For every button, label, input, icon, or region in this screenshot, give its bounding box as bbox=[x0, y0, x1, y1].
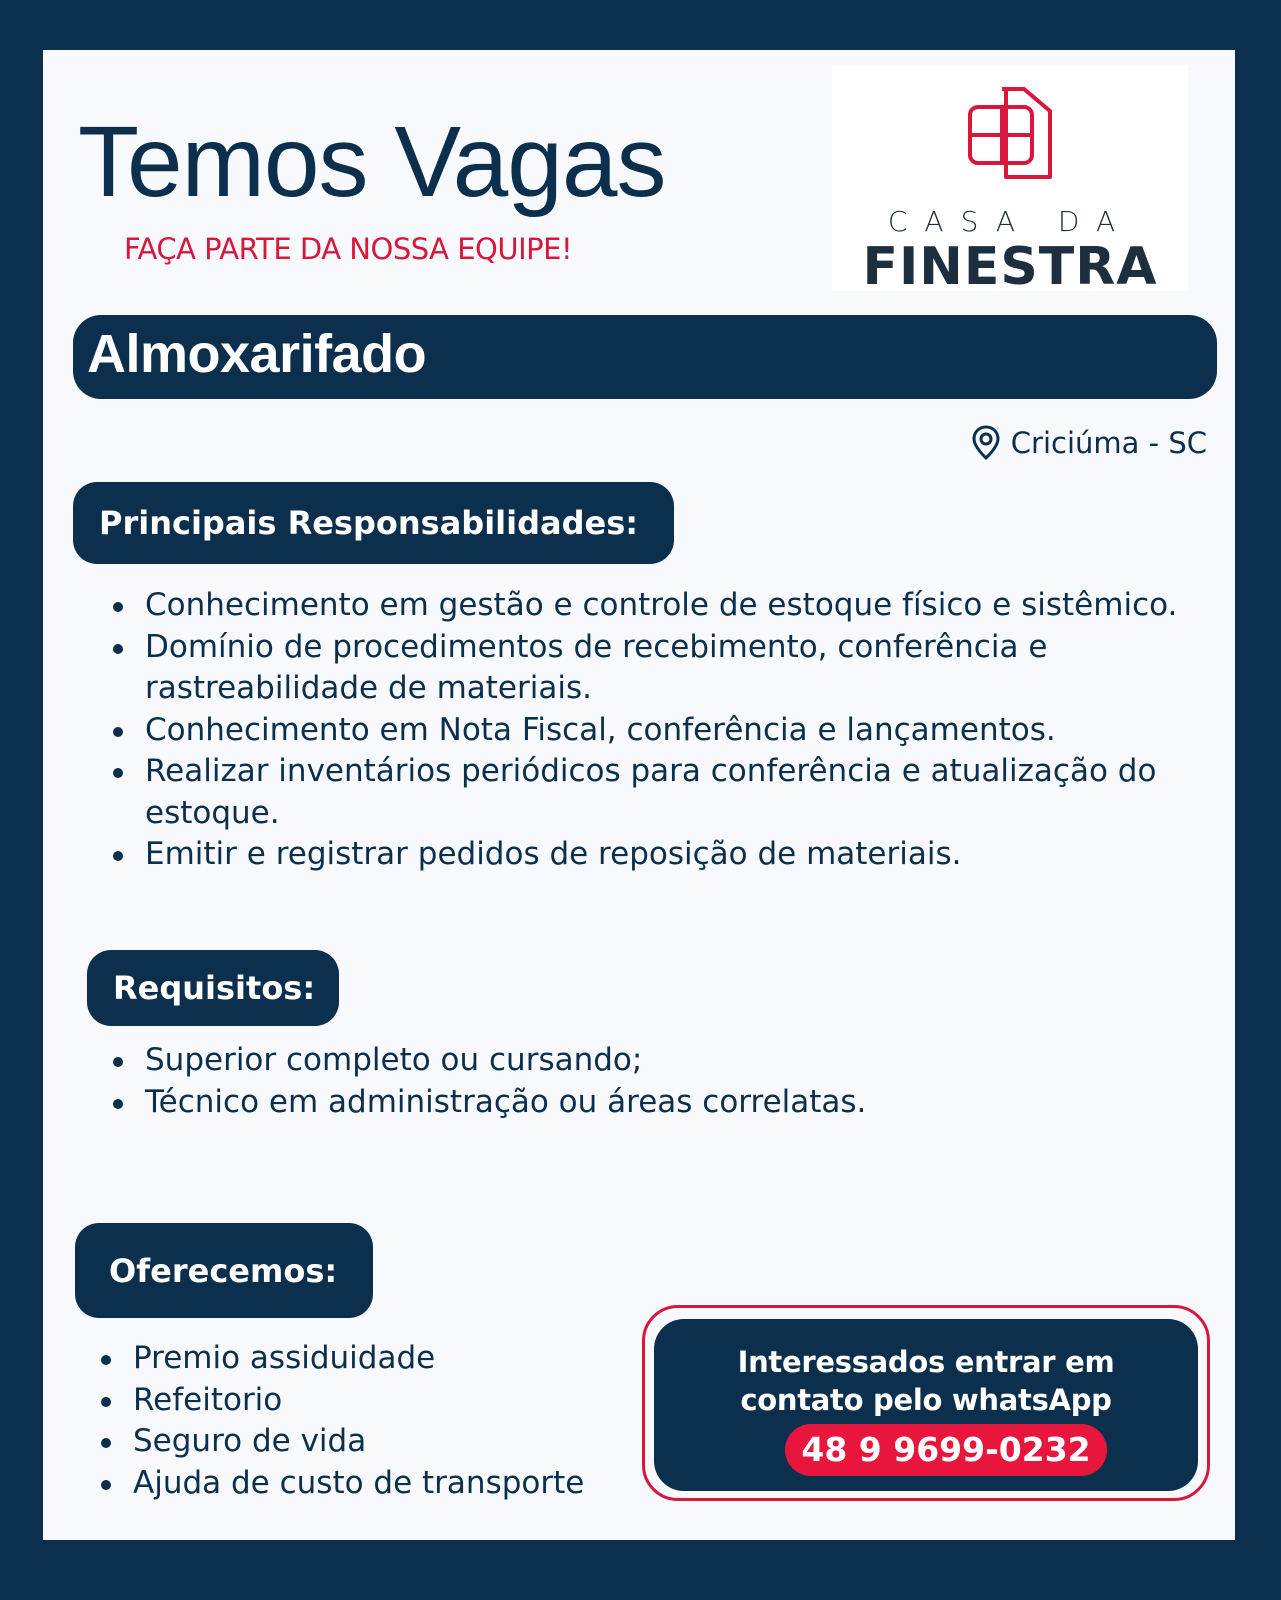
benefits-heading: Oferecemos: bbox=[75, 1223, 373, 1318]
benefits-list bbox=[101, 1338, 661, 1504]
job-poster bbox=[43, 50, 1235, 1540]
requirements-list bbox=[113, 1040, 1113, 1123]
logo-small-text: CASA DA bbox=[887, 205, 1133, 238]
list-item: Conhecimento em Nota Fiscal, conferência e lançamentos. bbox=[113, 710, 1193, 752]
list-item: Domínio de procedimentos de recebimento, conferência e rastreabilidade de materiais. bbox=[113, 627, 1193, 710]
subheadline: FAÇA PARTE DA NOSSA EQUIPE! bbox=[124, 232, 573, 266]
job-title-bar bbox=[73, 315, 1217, 399]
location-text: Criciúma - SC bbox=[1010, 426, 1207, 460]
whatsapp-phone-number[interactable]: 48 9 9699-0232 bbox=[785, 1424, 1107, 1476]
list-item: Ajuda de custo de transporte bbox=[101, 1463, 661, 1505]
list-item: Refeitorio bbox=[101, 1380, 661, 1422]
responsibilities-heading: Principais Responsabilidades: bbox=[73, 482, 674, 564]
house-window-icon bbox=[962, 81, 1058, 181]
job-title: Almoxarifado bbox=[87, 324, 427, 384]
list-item: Técnico em administração ou áreas correlatas. bbox=[113, 1082, 1113, 1124]
list-item: Superior completo ou cursando; bbox=[113, 1040, 1113, 1082]
company-logo bbox=[832, 65, 1188, 297]
list-item: Conhecimento em gestão e controle de estoque físico e sistêmico. bbox=[113, 585, 1193, 627]
logo-big-text: FINESTRA bbox=[862, 237, 1158, 297]
list-item: Realizar inventários periódicos para conferência e atualização do estoque. bbox=[113, 751, 1193, 834]
list-item: Emitir e registrar pedidos de reposição de materiais. bbox=[113, 834, 1193, 876]
page-title: Temos Vagas bbox=[78, 106, 666, 218]
contact-box bbox=[642, 1305, 1210, 1501]
map-pin-icon bbox=[971, 425, 1001, 461]
location bbox=[971, 425, 1207, 461]
contact-text bbox=[654, 1343, 1198, 1419]
requirements-heading: Requisitos: bbox=[87, 950, 339, 1026]
contact-panel bbox=[654, 1319, 1198, 1491]
list-item: Seguro de vida bbox=[101, 1421, 661, 1463]
contact-line-2: contato pelo whatsApp bbox=[740, 1383, 1112, 1417]
list-item: Premio assiduidade bbox=[101, 1338, 661, 1380]
contact-line-1: Interessados entrar em bbox=[737, 1345, 1115, 1379]
responsibilities-list bbox=[113, 585, 1193, 876]
